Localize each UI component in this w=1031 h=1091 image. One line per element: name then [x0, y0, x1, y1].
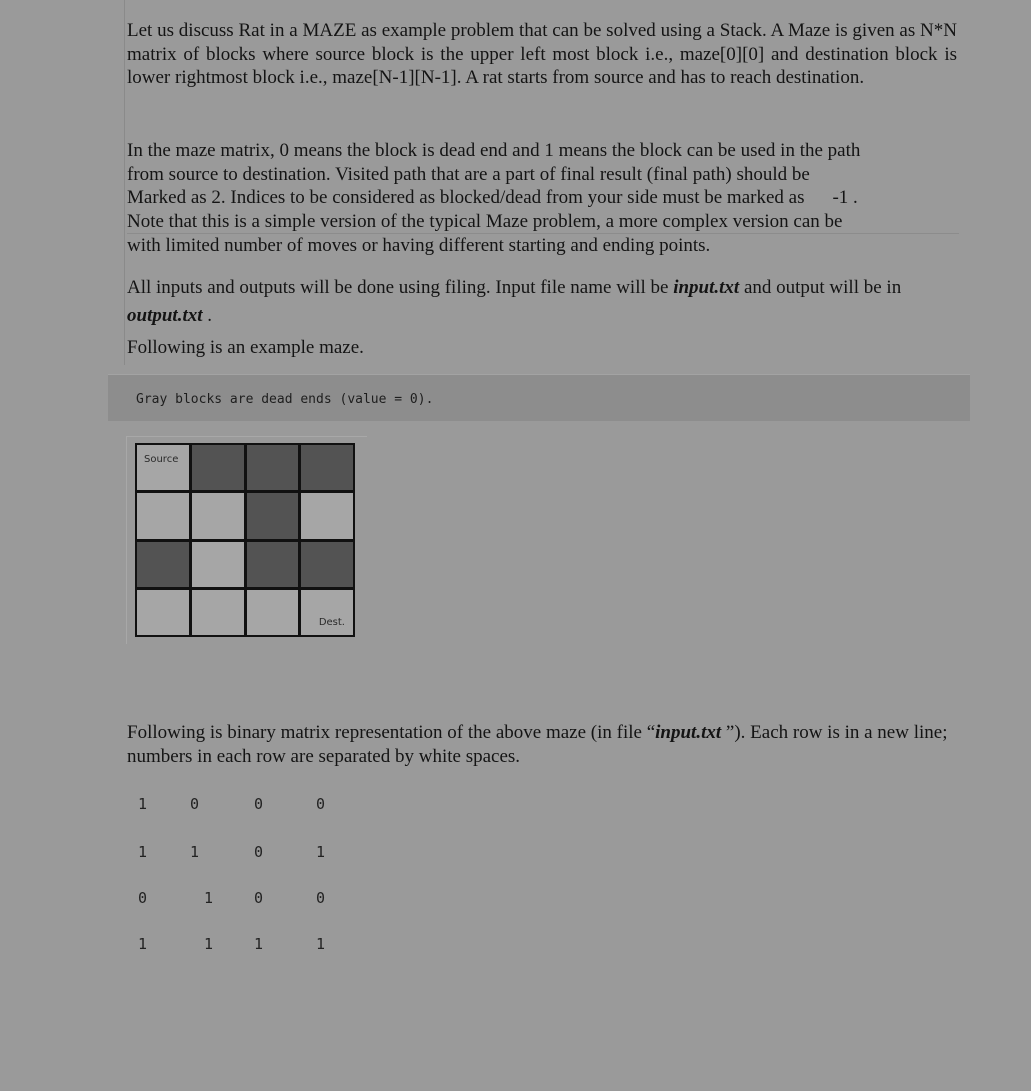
matrix-value-1-2: 0: [254, 843, 264, 861]
maze-cell-3-1: [192, 590, 244, 635]
maze-cell-1-3: [301, 493, 353, 538]
matrix-value-0-3: 0: [316, 795, 326, 813]
maze-cell-1-1: [192, 493, 244, 538]
matrix-value-1-3: 1: [316, 843, 326, 861]
maze-cell-2-2: [247, 542, 299, 587]
matrix-value-2-1: 1: [204, 889, 214, 907]
code-note: Gray blocks are dead ends (value = 0).: [136, 392, 434, 407]
output-file-name: output.txt: [127, 305, 203, 326]
maze-cell-1-0: [137, 493, 189, 538]
maze-cell-2-3: [301, 542, 353, 587]
matrix-file-name: input.txt: [655, 722, 722, 743]
matrix-text-b: ”). Each row is in a new line; numbers in each row are separated by white spaces.: [127, 722, 948, 767]
rules-line-5: with limited number of moves or having different starting and ending points.: [127, 235, 711, 256]
rules-line-3: [127, 186, 957, 210]
rules-line-3-value: -1 .: [832, 187, 858, 208]
maze-cell-0-0: [137, 445, 189, 490]
maze-cell-3-2: [247, 590, 299, 635]
maze-cell-3-0: [137, 590, 189, 635]
matrix-value-2-2: 0: [254, 889, 264, 907]
matrix-value-0-2: 0: [254, 795, 264, 813]
maze-grid: [135, 443, 355, 637]
filing-text-a: All inputs and outputs will be done using filing. Input file name will be: [127, 277, 674, 298]
maze-cell-2-1: [192, 542, 244, 587]
matrix-value-2-0: 0: [138, 889, 148, 907]
rules-line-4: Note that this is a simple version of the typical Maze problem, a more complex version can be: [127, 210, 959, 235]
maze-cell-2-0: [137, 542, 189, 587]
matrix-value-1-0: 1: [138, 843, 148, 861]
example-heading: Following is an example maze.: [127, 337, 364, 358]
matrix-text-a: Following is binary matrix representation of the above maze (in file “: [127, 722, 656, 743]
maze-cell-3-3: [301, 590, 353, 635]
matrix-value-3-0: 1: [138, 935, 148, 953]
input-file-name: input.txt: [673, 277, 740, 298]
intro-paragraph: Let us discuss Rat in a MAZE as example problem that can be solved using a Stack. A Maze is given as N*N matrix of blocks where source block is the upper left most block i.e., maze[0][0] and destination block is lower rightmost block i.e., maze[N-1][N-1]. A rat starts from source and has to reach destination.: [127, 20, 957, 88]
rules-line-1: In the maze matrix, 0 means the block is dead end and 1 means the block can be used in the path: [127, 140, 861, 161]
maze-cell-1-2: [247, 493, 299, 538]
maze-cell-0-1: [192, 445, 244, 490]
matrix-value-2-3: 0: [316, 889, 326, 907]
matrix-description: [127, 721, 957, 768]
rules-line-3-text: Marked as 2. Indices to be considered as blocked/dead from your side must be marked as: [127, 187, 805, 208]
matrix-value-3-1: 1: [204, 935, 214, 953]
maze-cell-0-3: [301, 445, 353, 490]
filing-text-b: and output will be in: [739, 277, 902, 298]
dest-label: Dest.: [318, 617, 345, 628]
filing-text-c: .: [202, 305, 212, 326]
source-label: Source: [144, 454, 179, 465]
matrix-value-3-2: 1: [254, 935, 264, 953]
code-note-box: [108, 374, 970, 421]
filing-paragraph: [127, 274, 957, 330]
left-rule: [124, 0, 125, 365]
matrix-value-3-3: 1: [316, 935, 326, 953]
matrix-value-0-1: 0: [190, 795, 200, 813]
rules-line-2: from source to destination. Visited path that are a part of final result (final path) should be: [127, 163, 810, 185]
maze-rules-paragraph: [127, 139, 957, 258]
matrix-value-1-1: 1: [190, 843, 200, 861]
maze-cell-0-2: [247, 445, 299, 490]
matrix-value-0-0: 1: [138, 795, 148, 813]
